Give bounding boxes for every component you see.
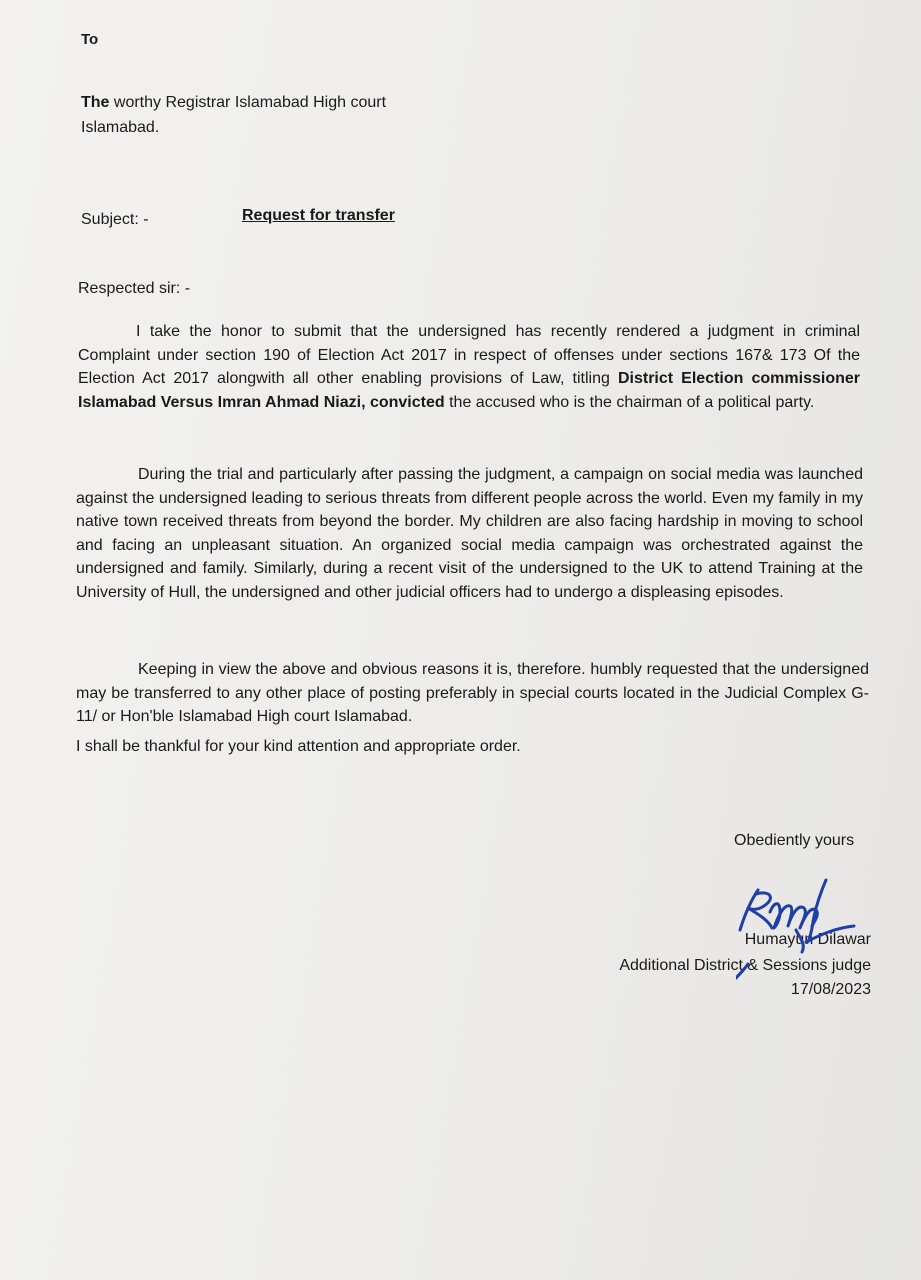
address-prefix: The <box>81 94 110 111</box>
recipient-to: To <box>81 31 99 48</box>
salutation: Respected sir: - <box>78 280 191 297</box>
signature-stroke <box>770 904 817 928</box>
recipient-address-line2: Islamabad. <box>81 119 160 136</box>
signature-stroke <box>736 964 748 982</box>
closing: Obediently yours <box>734 832 855 849</box>
recipient-address-line1 <box>81 93 386 113</box>
paragraph-4: I shall be thankful for your kind attention and appropriate order. <box>76 738 521 755</box>
signature-stroke <box>796 930 803 952</box>
subject-text: Request for transfer <box>242 207 395 224</box>
paragraph-1 <box>78 320 860 414</box>
paragraph-3: Keeping in view the above and obvious reasons it is, therefore. humbly requested that the undersigned may be transferred to any other place of posting preferably in special courts located in the Judicial Complex G-11/ or Hon'ble Islamabad High court Islamabad. <box>76 661 869 725</box>
paragraph-1-part2: the accused who is the chairman of a political party. <box>444 393 815 411</box>
signature-stroke <box>806 880 854 942</box>
paragraph-1-case-title: District Election commissioner Islamabad Versus Imran Ahmad Niazi, convicted <box>78 370 860 411</box>
paragraph-1-part1: I take the honor to submit that the undersigned has recently rendered a judgment in criminal Complaint under section 190 of Election Act 2017 in respect of offenses under sections 167& 173 Of the Election Act 2017 alongwith all other enabling provisions of Law, titling <box>78 323 860 387</box>
letter-date: 17/08/2023 <box>790 981 871 998</box>
paragraph-2: During the trial and particularly after passing the judgment, a campaign on social media was launched against the undersigned leading to serious threats from different people across the world. Even my family in my native town received threats from beyond the border. My children are also facing hardship in moving to school and facing an unpleasant situation. An organized social media campaign was orchestrated against the undersigned and family. Similarly, during a recent visit of the undersigned to the UK to attend Training at the University of Hull, the undersigned and other judicial officers had to undergo a displeasing episodes. <box>76 466 863 601</box>
address-line1-text: worthy Registrar Islamabad High court <box>109 94 387 111</box>
signatory-name: Humayun Dilawar <box>744 931 871 948</box>
signatory-designation: Additional District & Sessions judge <box>619 957 871 974</box>
signature-image <box>736 872 866 992</box>
subject-label: Subject: - <box>81 211 149 228</box>
